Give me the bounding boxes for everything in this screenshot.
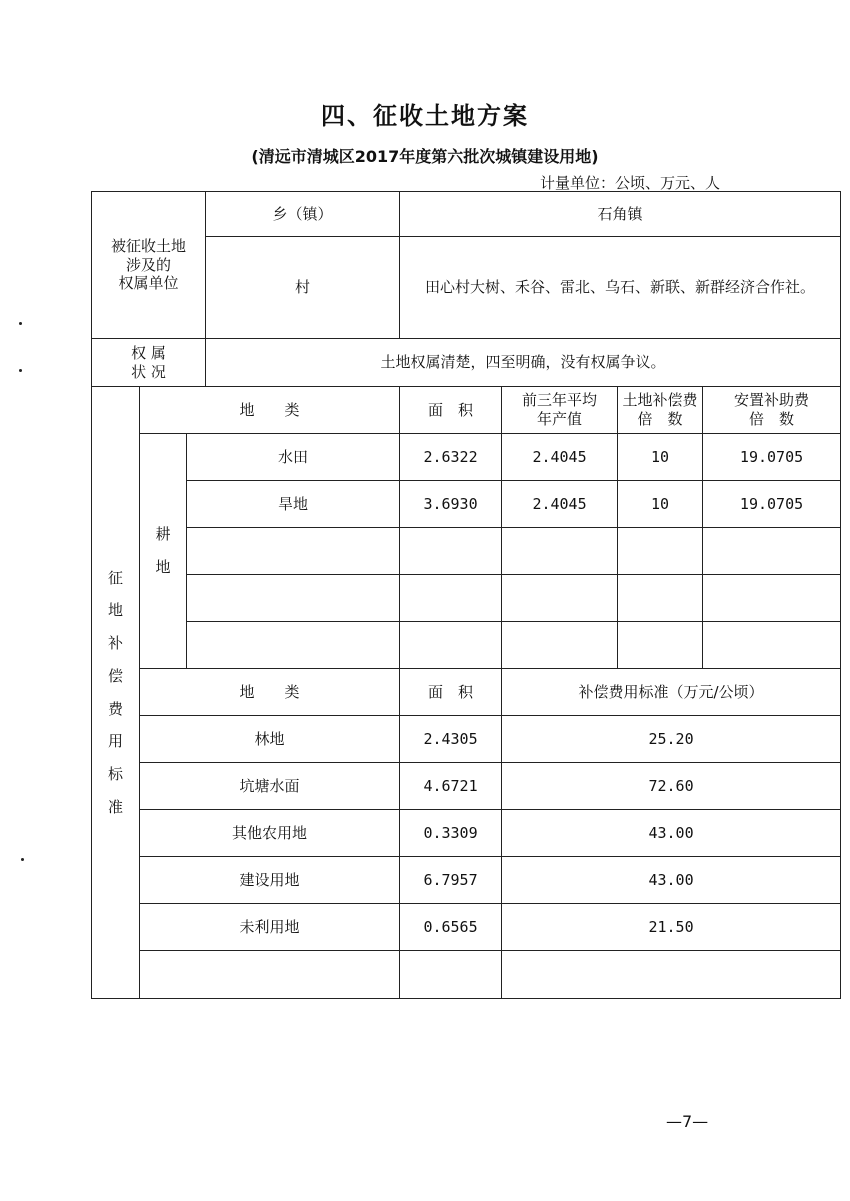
header-standard: 补偿费用标准（万元/公顷）	[502, 669, 841, 716]
empty-cell	[400, 622, 502, 669]
header-avg-output	[502, 387, 618, 434]
scan-mark	[21, 858, 24, 861]
cultivated-char: 耕	[155, 525, 171, 544]
empty-cell	[502, 622, 618, 669]
section-char: 地	[107, 601, 123, 620]
status-label: 状 况	[131, 362, 166, 381]
empty-cell	[187, 528, 400, 575]
header-land-type: 地 类	[140, 669, 400, 716]
cultivated-char: 地	[155, 558, 171, 576]
header-land-line: 倍 数	[637, 410, 683, 428]
land-multiple-cell: 10	[618, 434, 703, 481]
status-label-cell	[92, 339, 206, 387]
header-avg-line: 年产值	[537, 410, 583, 428]
section-char: 征	[107, 568, 123, 587]
empty-cell	[400, 575, 502, 622]
empty-cell	[400, 951, 502, 999]
area-cell: 6.7957	[400, 857, 502, 904]
section-char: 用	[107, 732, 123, 751]
area-cell: 2.4305	[400, 716, 502, 763]
area-cell: 2.6322	[400, 434, 502, 481]
resettle-multiple-cell: 19.0705	[703, 434, 841, 481]
header-resettle-line: 安置补助费	[734, 391, 810, 410]
header-resettle-line: 倍 数	[749, 410, 795, 428]
compensation-section-label	[92, 387, 140, 999]
page-number: —7—	[666, 1112, 709, 1131]
page-title: 四、征收土地方案	[321, 102, 529, 130]
empty-cell	[703, 575, 841, 622]
avg-output-cell: 2.4045	[502, 481, 618, 528]
cultivated-label	[140, 434, 187, 669]
town-label: 乡（镇）	[206, 192, 400, 237]
land-type-cell: 建设用地	[140, 857, 400, 904]
area-cell: 4.6721	[400, 763, 502, 810]
header-land-multiple	[618, 387, 703, 434]
empty-cell	[400, 528, 502, 575]
area-cell: 0.6565	[400, 904, 502, 951]
header-land-line: 土地补偿费	[622, 391, 698, 410]
standard-cell: 43.00	[502, 810, 841, 857]
resettle-multiple-cell: 19.0705	[703, 481, 841, 528]
scan-mark	[19, 369, 22, 372]
empty-cell	[502, 575, 618, 622]
section-char: 标	[107, 765, 123, 783]
header-avg-line: 前三年平均	[522, 391, 598, 410]
section-char: 准	[107, 797, 123, 816]
standard-cell: 72.60	[502, 763, 841, 810]
standard-cell: 25.20	[502, 716, 841, 763]
status-label: 权 属	[131, 343, 166, 362]
land-acquisition-table	[91, 191, 841, 999]
standard-cell: 43.00	[502, 857, 841, 904]
section-char: 费	[107, 699, 123, 718]
land-multiple-cell: 10	[618, 481, 703, 528]
section-char: 补	[107, 634, 123, 652]
land-type-cell: 旱地	[187, 481, 400, 528]
land-type-cell: 未利用地	[140, 904, 400, 951]
land-type-cell: 水田	[187, 434, 400, 481]
land-type-cell: 林地	[140, 716, 400, 763]
avg-output-cell: 2.4045	[502, 434, 618, 481]
village-value: 田心村大树、禾谷、雷北、乌石、新联、新群经济合作社。	[400, 237, 841, 339]
section-char: 偿	[107, 666, 123, 685]
status-value: 土地权属清楚，四至明确，没有权属争议。	[206, 339, 841, 387]
page-subtitle: (清远市清城区2017年度第六批次城镇建设用地)	[251, 147, 599, 166]
header-area: 面 积	[400, 669, 502, 716]
header-resettle-multiple	[703, 387, 841, 434]
empty-cell	[618, 575, 703, 622]
empty-cell	[502, 528, 618, 575]
empty-cell	[502, 951, 841, 999]
area-cell: 0.3309	[400, 810, 502, 857]
ownership-label: 被征收土地	[111, 236, 187, 255]
ownership-label: 涉及的	[126, 255, 172, 274]
ownership-label-cell	[92, 192, 206, 339]
empty-cell	[187, 622, 400, 669]
ownership-label: 权属单位	[118, 274, 179, 293]
measurement-unit: 计量单位：公顷、万元、人	[540, 174, 721, 192]
village-label: 村	[206, 237, 400, 339]
scan-mark	[19, 322, 22, 325]
empty-cell	[140, 951, 400, 999]
standard-cell: 21.50	[502, 904, 841, 951]
header-land-type: 地 类	[140, 387, 400, 434]
land-type-cell: 其他农用地	[140, 810, 400, 857]
empty-cell	[703, 622, 841, 669]
land-type-cell: 坑塘水面	[140, 763, 400, 810]
empty-cell	[618, 622, 703, 669]
area-cell: 3.6930	[400, 481, 502, 528]
empty-cell	[618, 528, 703, 575]
empty-cell	[703, 528, 841, 575]
town-value: 石角镇	[400, 192, 841, 237]
header-area: 面 积	[400, 387, 502, 434]
empty-cell	[187, 575, 400, 622]
